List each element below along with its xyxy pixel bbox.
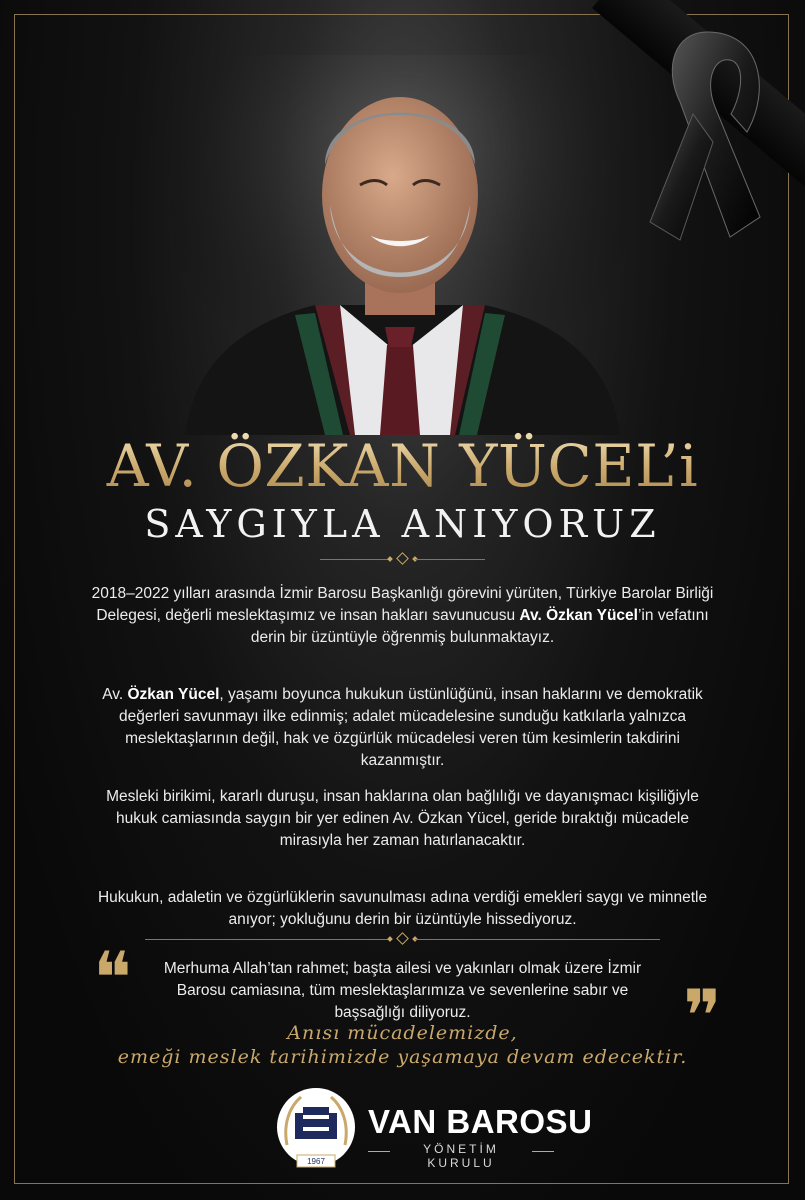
ornament-divider	[0, 550, 805, 570]
organization-name: VAN BAROSU	[368, 1103, 593, 1140]
quote-open-icon: ❝	[93, 936, 132, 1020]
paragraph-announcement: 2018–2022 yılları arasında İzmir Barosu Başkanlığı görevini yürüten, Türkiye Barolar Birliği Delegesi, değerli meslektaşımız ve insan hakları savunucusu Av. Özkan Yücel’in vefatını derin bir üzüntüyle öğrenmiş bulunmaktayız.	[91, 585, 714, 646]
paragraph-tribute: Av. Özkan Yücel, yaşamı boyunca hukukun üstünlüğünü, insan haklarını ve demokratik değerleri savunmayı ilke edinmiş; adalet mücadelesine sunduğu katkılarla yalnızca meslektaşlarının değil, hak ve özgürlük mücadelesi veren tüm kesimlerin takdirini kazanmıştır.	[102, 686, 703, 769]
memorial-subtitle: SAYGIYLA ANIYORUZ	[144, 502, 661, 546]
organization-subtitle-wrap	[368, 1142, 554, 1170]
paragraph-legacy: Mesleki birikimi, kararlı duruşu, insan haklarına olan bağlılığı ve dayanışmacı kişiliğiyle hukuk camiasında saygın bir yer edinen Av. Özkan Yücel, geride bıraktığı mücadele mirasıyla her zaman hatırlanacaktır.	[106, 788, 699, 849]
van-barosu-emblem-icon	[275, 1085, 357, 1177]
ornament-diamond-icon	[396, 552, 409, 565]
black-mourning-ribbon-icon	[635, 22, 785, 252]
motto-line-1: Anısı mücadelemizde,	[287, 1022, 518, 1044]
condolence-quote: Merhuma Allah’tan rahmet; başta ailesi ve yakınları olmak üzere İzmir Barosu camiasına, tüm meslektaşlarımıza ve sevenlerine sabır ve başsağlığı diliyoruz.	[163, 960, 642, 1021]
motto-line-2: emeği meslek tarihimizde yaşamaya devam edecektir.	[117, 1046, 688, 1068]
paragraph-remembrance: Hukukun, adaletin ve özgürlüklerin savunulması adına verdiği emekleri saygı ve minnetle anıyor; yokluğunu derin bir üzüntüyle hissediyoruz.	[97, 889, 708, 928]
memorial-title: AV. ÖZKAN YÜCEL’i	[0, 432, 805, 500]
logo-year: 1967	[307, 1157, 325, 1166]
portrait-image	[165, 55, 635, 435]
organization-subtitle: YÖNETİM KURULU	[423, 1142, 499, 1170]
ornament-diamond-icon	[396, 932, 409, 945]
quote-close-icon: ❞	[683, 974, 722, 1058]
